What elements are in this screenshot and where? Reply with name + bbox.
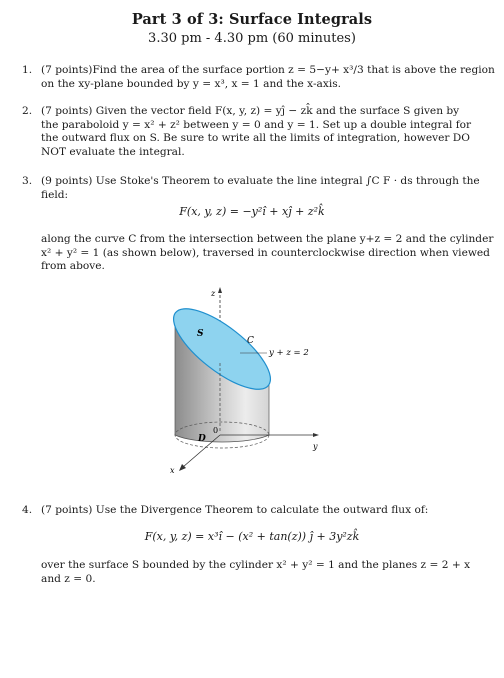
x-axis-label: x xyxy=(170,466,175,475)
page-title: Part 3 of 3: Surface Integrals xyxy=(131,11,373,28)
question-2 xyxy=(22,105,484,159)
question-line: the paraboloid y = x² + z² between y = 0 and y = 1. Set up a double integral for xyxy=(41,118,472,131)
question-3-continued xyxy=(22,233,494,274)
question-line: from above. xyxy=(41,260,105,273)
question-line: (7 points)Find the area of the surface portion z = 5−y+ x³/3 that is above the region xyxy=(41,64,495,76)
question-4 xyxy=(22,504,484,518)
y-axis-label: y xyxy=(313,442,318,451)
question-3 xyxy=(22,175,484,202)
question-number: 2. xyxy=(22,105,33,117)
cylinder-figure xyxy=(165,283,335,478)
curve-label: C xyxy=(247,336,254,346)
origin-label: 0 xyxy=(213,426,219,435)
question-4-continued xyxy=(22,559,484,586)
question-1 xyxy=(22,64,495,91)
region-label: D xyxy=(198,434,206,444)
question-number: 1. xyxy=(22,64,33,76)
z-axis-arrow xyxy=(218,287,222,293)
z-axis-label: z xyxy=(211,289,216,298)
surface-label: S xyxy=(197,329,204,339)
question-4-equation: F(x, y, z) = x³î − (x² + tan(z)) ĵ + 3y²zk̂ xyxy=(144,530,360,543)
question-line: (7 points) Use the Divergence Theorem to calculate the outward flux of: xyxy=(41,504,429,516)
question-line: along the curve C from the intersection between the plane y+z = 2 and the cylinder xyxy=(41,233,494,245)
question-number: 3. xyxy=(22,175,33,187)
question-line: the outward flux on S. Be sure to write all the limits of integration, however DO xyxy=(41,132,470,145)
plane-label: y + z = 2 xyxy=(269,348,309,358)
question-line: NOT evaluate the integral. xyxy=(41,145,185,158)
question-number: 4. xyxy=(22,504,33,516)
question-line: and z = 0. xyxy=(41,572,96,585)
question-line: (7 points) Given the vector field F(x, y, z) = yĵ − zk̂ and the surface S given by xyxy=(41,105,460,117)
question-line: x² + y² = 1 (as shown below), traversed in counterclockwise direction when viewed xyxy=(41,246,490,259)
question-3-equation: F(x, y, z) = −y²î + xĵ + z²k̂ xyxy=(179,205,325,218)
time-subtitle: 3.30 pm - 4.30 pm (60 minutes) xyxy=(148,31,356,46)
question-line: on the xy-plane bounded by y = x³, x = 1 and the x-axis. xyxy=(41,77,342,90)
y-axis-arrow xyxy=(313,433,319,437)
question-line: (9 points) Use Stoke's Theorem to evaluate the line integral ∫C F · ds through the xyxy=(41,175,480,187)
question-line: over the surface S bounded by the cylinder x² + y² = 1 and the planes z = 2 + x xyxy=(41,559,471,571)
question-line: field: xyxy=(41,188,69,201)
